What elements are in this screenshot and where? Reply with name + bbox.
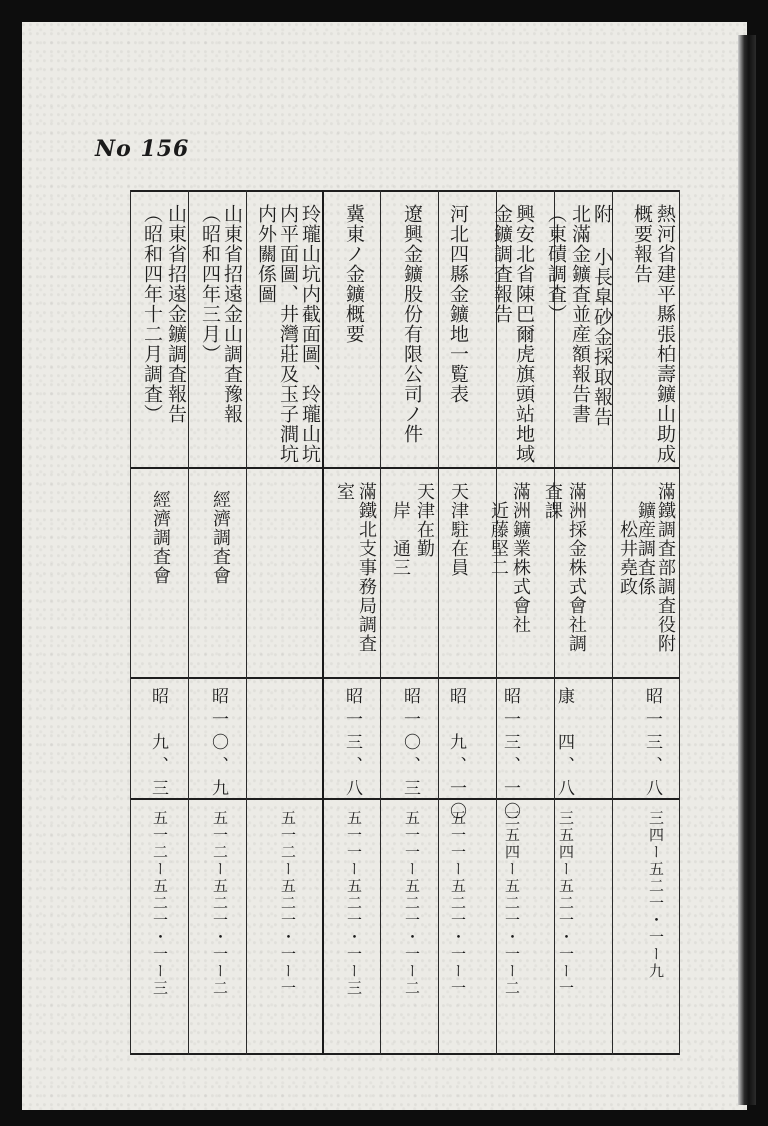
author-section-rule [130, 677, 680, 679]
column-divider [380, 190, 381, 1055]
book-spine [738, 35, 756, 1105]
column-divider [322, 190, 324, 1055]
entry-author: 近藤堅二 [488, 482, 509, 577]
entry-title: 熱河省建平縣張柏壽鑛山助成 [654, 204, 676, 464]
entry-code: 五一二ー五二一・一ー二 [211, 810, 229, 997]
entry-title: 北滿金鑛査並産額報告書 [569, 204, 591, 424]
header-rule [130, 190, 680, 192]
entry-title: 冀東ノ金鑛概要 [343, 204, 365, 344]
entry-code: 三四ー五二一・一ー九 [647, 810, 665, 980]
entry-author: 滿鐵調査部調査役附 [655, 482, 676, 653]
entry-author: 室 [334, 482, 355, 501]
entry-title: 内外關係圖 [255, 204, 277, 304]
entry-author: 滿鐵北支事務局調査 [356, 482, 377, 653]
entry-author: 滿洲鑛業株式會社 [510, 482, 531, 634]
entry-author: 經濟調査會 [210, 490, 231, 585]
entry-author: 松井堯政 [617, 482, 638, 596]
footer-rule [130, 1053, 680, 1055]
column-divider [188, 190, 189, 1055]
entry-title: 山東省招遠金山調査豫報 [221, 204, 243, 424]
entry-date: 昭一〇、三 [400, 687, 420, 802]
entry-title: 内平面圖、井灣莊及玉子澗坑 [277, 204, 299, 464]
entry-date: 昭一三、八 [342, 687, 362, 802]
entry-author: 査課 [542, 482, 563, 520]
entry-title: 玲瓏山坑内截面圖、玲瓏山坑 [299, 204, 321, 464]
entry-author: 天津駐在員 [448, 482, 469, 577]
page-number: No 156 [95, 136, 190, 162]
entry-code: 五一二ー五二一・一ー三 [151, 810, 169, 997]
entry-author: 天津在勤 [414, 482, 435, 558]
entry-title: 山東省招遠金鑛調査報告 [165, 204, 187, 424]
entry-author: 鑛産調査係 [635, 482, 656, 596]
entry-date: 昭一三、八 [642, 687, 662, 802]
entry-title: 河北四縣金鑛地一覧表 [447, 204, 469, 404]
entry-date: 康 四、八 [554, 687, 574, 802]
entry-code: 三五四ー五二一・一ー一 [557, 810, 575, 997]
entry-author: 岸 通三 [390, 482, 411, 577]
entry-title: 金鑛調査報告 [491, 204, 513, 324]
column-divider [130, 190, 131, 1055]
entry-date: 昭一〇、九 [208, 687, 228, 802]
entry-code: 五一一ー五二一・一ー一 [449, 810, 467, 997]
entry-date: 昭 九、一〇 [446, 687, 466, 825]
entry-title: （昭和四年十二月調査） [141, 204, 163, 424]
column-divider [679, 190, 680, 1055]
entry-date: 昭 九、三 [148, 687, 168, 802]
entry-author: 滿洲採金株式會社調 [566, 482, 587, 653]
entry-code: 五一一ー五二一・一ー二 [403, 810, 421, 997]
entry-date: 昭一三、一〇 [500, 687, 520, 825]
entry-title: 附 小長皐砂金採取報告 [591, 204, 613, 427]
entry-author: 經濟調査會 [150, 490, 171, 585]
entry-title: 興安北省陳巴爾虎旗頭站地域 [513, 204, 535, 464]
entry-title: （東磧調査） [545, 204, 567, 324]
entry-title: 概要報告 [631, 204, 653, 284]
entry-title: （昭和四年三月） [199, 204, 221, 364]
column-divider [246, 190, 247, 1055]
entry-code: 五一二ー五二一・一ー一 [279, 810, 297, 997]
catalog-table [130, 190, 680, 1055]
entry-code: 五一一ー五二一・一ー三 [345, 810, 363, 997]
entry-code: 三五四ー五二一・一ー二 [503, 810, 521, 997]
title-section-rule [130, 467, 680, 469]
entry-title: 遼興金鑛股份有限公司ノ件 [401, 204, 423, 444]
column-divider [438, 190, 439, 1055]
